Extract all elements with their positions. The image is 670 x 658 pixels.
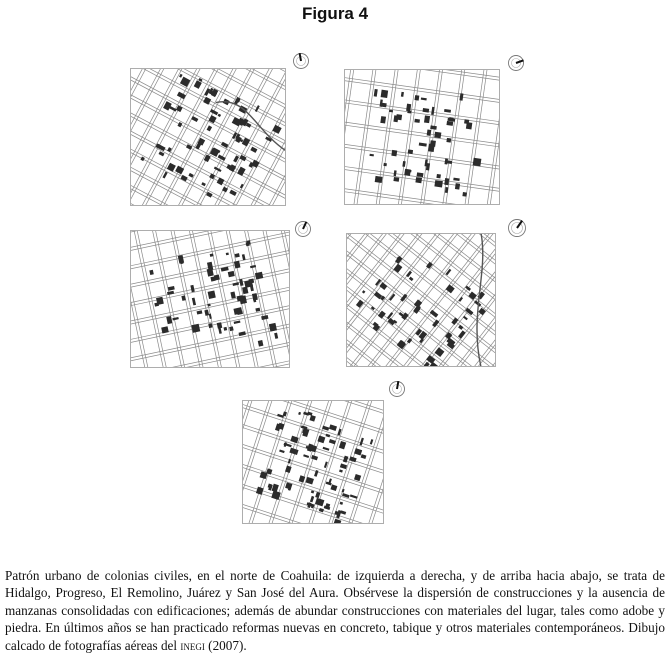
caption-year: (2007). (204, 637, 247, 653)
figure-title: Figura 4 (301, 4, 369, 23)
north-arrow-hidalgo-icon (292, 52, 310, 70)
map-san-jose-del-aura-drawing (242, 400, 384, 524)
map-progreso (344, 69, 500, 205)
map-juarez (346, 233, 496, 367)
north-arrow-san-jose-del-aura-icon (388, 380, 406, 398)
map-san-jose-del-aura (242, 400, 384, 524)
figure-caption (5, 567, 665, 654)
map-el-remolino (130, 230, 290, 368)
map-el-remolino-drawing (130, 230, 290, 368)
map-progreso-drawing (344, 69, 500, 205)
caption-text: Patrón urbano de colonias civiles, en el norte de Coahuila: de izquierda a derecha, y de arriba hacia abajo, se trata de Hidalgo, Progreso, El Remolino, Juárez y San José del Aura. Obsérvese la dispersión de construcciones y la ausencia de manzanas consolidadas con edificaciones; además de abundar construcciones con materiales del lugar, tales como adobe y piedra. En últimos años se han practicado reformas nuevas en concreto, tabique y otros materiales contemporáneos. Dibujo calcado de fotografías aéreas del (5, 568, 665, 653)
map-hidalgo-drawing (130, 68, 286, 206)
map-hidalgo (130, 68, 286, 206)
north-arrow-progreso-icon (507, 54, 525, 72)
caption-source: inegi (180, 637, 205, 653)
map-juarez-drawing (346, 233, 496, 367)
north-arrow-el-remolino-icon (294, 220, 312, 238)
north-arrow-juarez-icon (507, 218, 527, 238)
